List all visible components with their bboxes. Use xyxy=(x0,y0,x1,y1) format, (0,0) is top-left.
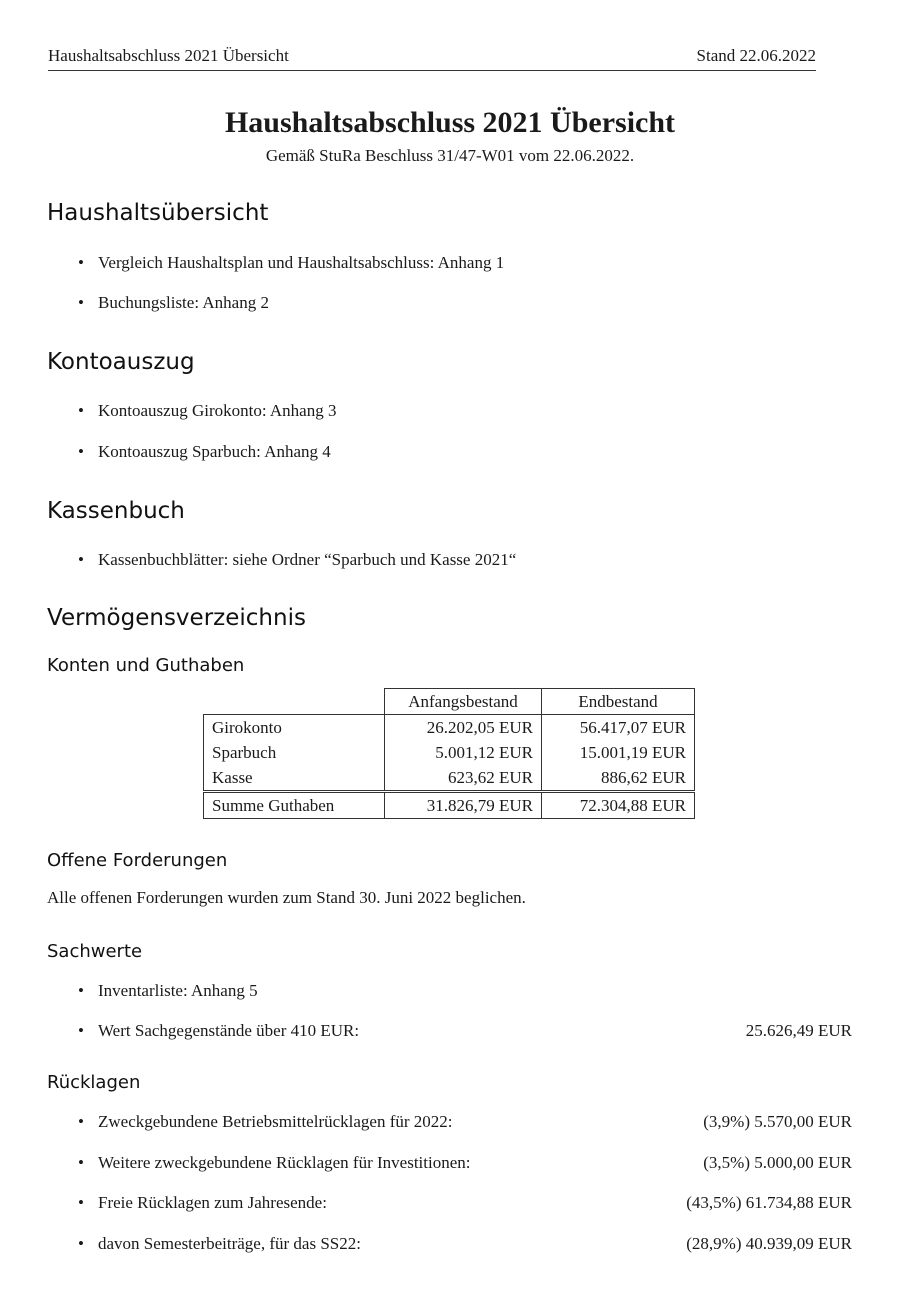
section-heading-kassenbuch: Kassenbuch xyxy=(47,498,185,524)
list-item: • Kassenbuchblätter: siehe Ordner “Sparbuch und Kasse 2021“ xyxy=(78,550,517,569)
bullet-icon: • xyxy=(78,293,84,312)
subsection-heading-sachwerte: Sachwerte xyxy=(47,941,143,962)
amount-value: (3,5%) 5.000,00 EUR xyxy=(703,1153,852,1172)
table-row xyxy=(204,765,695,792)
forderungen-text: Alle offenen Forderungen wurden zum Stand 30. Juni 2022 beglichen. xyxy=(47,888,526,907)
table-cell: 623,62 EUR xyxy=(385,765,542,792)
column-header: Endbestand xyxy=(542,689,695,715)
column-header xyxy=(204,689,385,715)
table-cell: 15.001,19 EUR xyxy=(542,740,695,765)
table-row xyxy=(204,715,695,741)
subsection-heading-konten: Konten und Guthaben xyxy=(47,655,245,676)
running-header-title: Haushaltsabschluss 2021 Übersicht xyxy=(48,46,289,65)
table-cell: Sparbuch xyxy=(204,740,385,765)
document-title: Haushaltsabschluss 2021 Übersicht xyxy=(224,106,676,139)
document-subtitle: Gemäß StuRa Beschluss 31/47-W01 vom 22.06.2022. xyxy=(265,146,635,165)
section-heading-haushaltsuebersicht: Haushaltsübersicht xyxy=(47,200,269,226)
subsection-heading-ruecklagen: Rücklagen xyxy=(47,1072,141,1093)
amount-value: (43,5%) 61.734,88 EUR xyxy=(686,1193,852,1212)
list-item: • Buchungsliste: Anhang 2 xyxy=(78,293,269,312)
table-cell: 72.304,88 EUR xyxy=(542,792,695,819)
table-cell: 5.001,12 EUR xyxy=(385,740,542,765)
table-header-row xyxy=(204,689,695,715)
bullet-icon: • xyxy=(78,1153,84,1172)
list-item: • Freie Rücklagen zum Jahresende: xyxy=(78,1193,327,1212)
table-sum-row xyxy=(204,792,695,819)
accounts-table xyxy=(203,688,695,819)
subsection-heading-forderungen: Offene Forderungen xyxy=(47,850,228,871)
section-heading-kontoauszug: Kontoauszug xyxy=(47,349,195,375)
table-cell: Girokonto xyxy=(204,715,385,741)
list-item: • Zweckgebundene Betriebsmittelrücklagen für 2022: xyxy=(78,1112,453,1131)
bullet-icon: • xyxy=(78,401,84,420)
bullet-icon: • xyxy=(78,253,84,272)
list-item: • Weitere zweckgebundene Rücklagen für Investitionen: xyxy=(78,1153,471,1172)
table-cell: 56.417,07 EUR xyxy=(542,715,695,741)
amount-value: (3,9%) 5.570,00 EUR xyxy=(703,1112,852,1131)
column-header: Anfangsbestand xyxy=(385,689,542,715)
bullet-icon: • xyxy=(78,550,84,569)
bullet-icon: • xyxy=(78,1193,84,1212)
running-header xyxy=(48,46,816,71)
list-item: • Kontoauszug Girokonto: Anhang 3 xyxy=(78,401,337,420)
section-heading-vermoegen: Vermögensverzeichnis xyxy=(47,605,306,631)
amount-value: 25.626,49 EUR xyxy=(745,1021,852,1040)
running-header-date: Stand 22.06.2022 xyxy=(696,46,816,65)
table-cell: 886,62 EUR xyxy=(542,765,695,792)
bullet-icon: • xyxy=(78,981,84,1000)
bullet-icon: • xyxy=(78,1112,84,1131)
table-row xyxy=(204,740,695,765)
bullet-icon: • xyxy=(78,1021,84,1040)
list-item: • Vergleich Haushaltsplan und Haushaltsabschluss: Anhang 1 xyxy=(78,253,505,272)
amount-value: (28,9%) 40.939,09 EUR xyxy=(686,1234,852,1253)
bullet-icon: • xyxy=(78,1234,84,1253)
bullet-icon: • xyxy=(78,442,84,461)
table-cell: 31.826,79 EUR xyxy=(385,792,542,819)
table-cell: Kasse xyxy=(204,765,385,792)
table-cell: Summe Guthaben xyxy=(204,792,385,819)
list-item: • Inventarliste: Anhang 5 xyxy=(78,981,258,1000)
list-item: • Kontoauszug Sparbuch: Anhang 4 xyxy=(78,442,331,461)
list-item: • davon Semesterbeiträge, für das SS22: xyxy=(78,1234,361,1253)
table-cell: 26.202,05 EUR xyxy=(385,715,542,741)
list-item: • Wert Sachgegenstände über 410 EUR: xyxy=(78,1021,360,1040)
